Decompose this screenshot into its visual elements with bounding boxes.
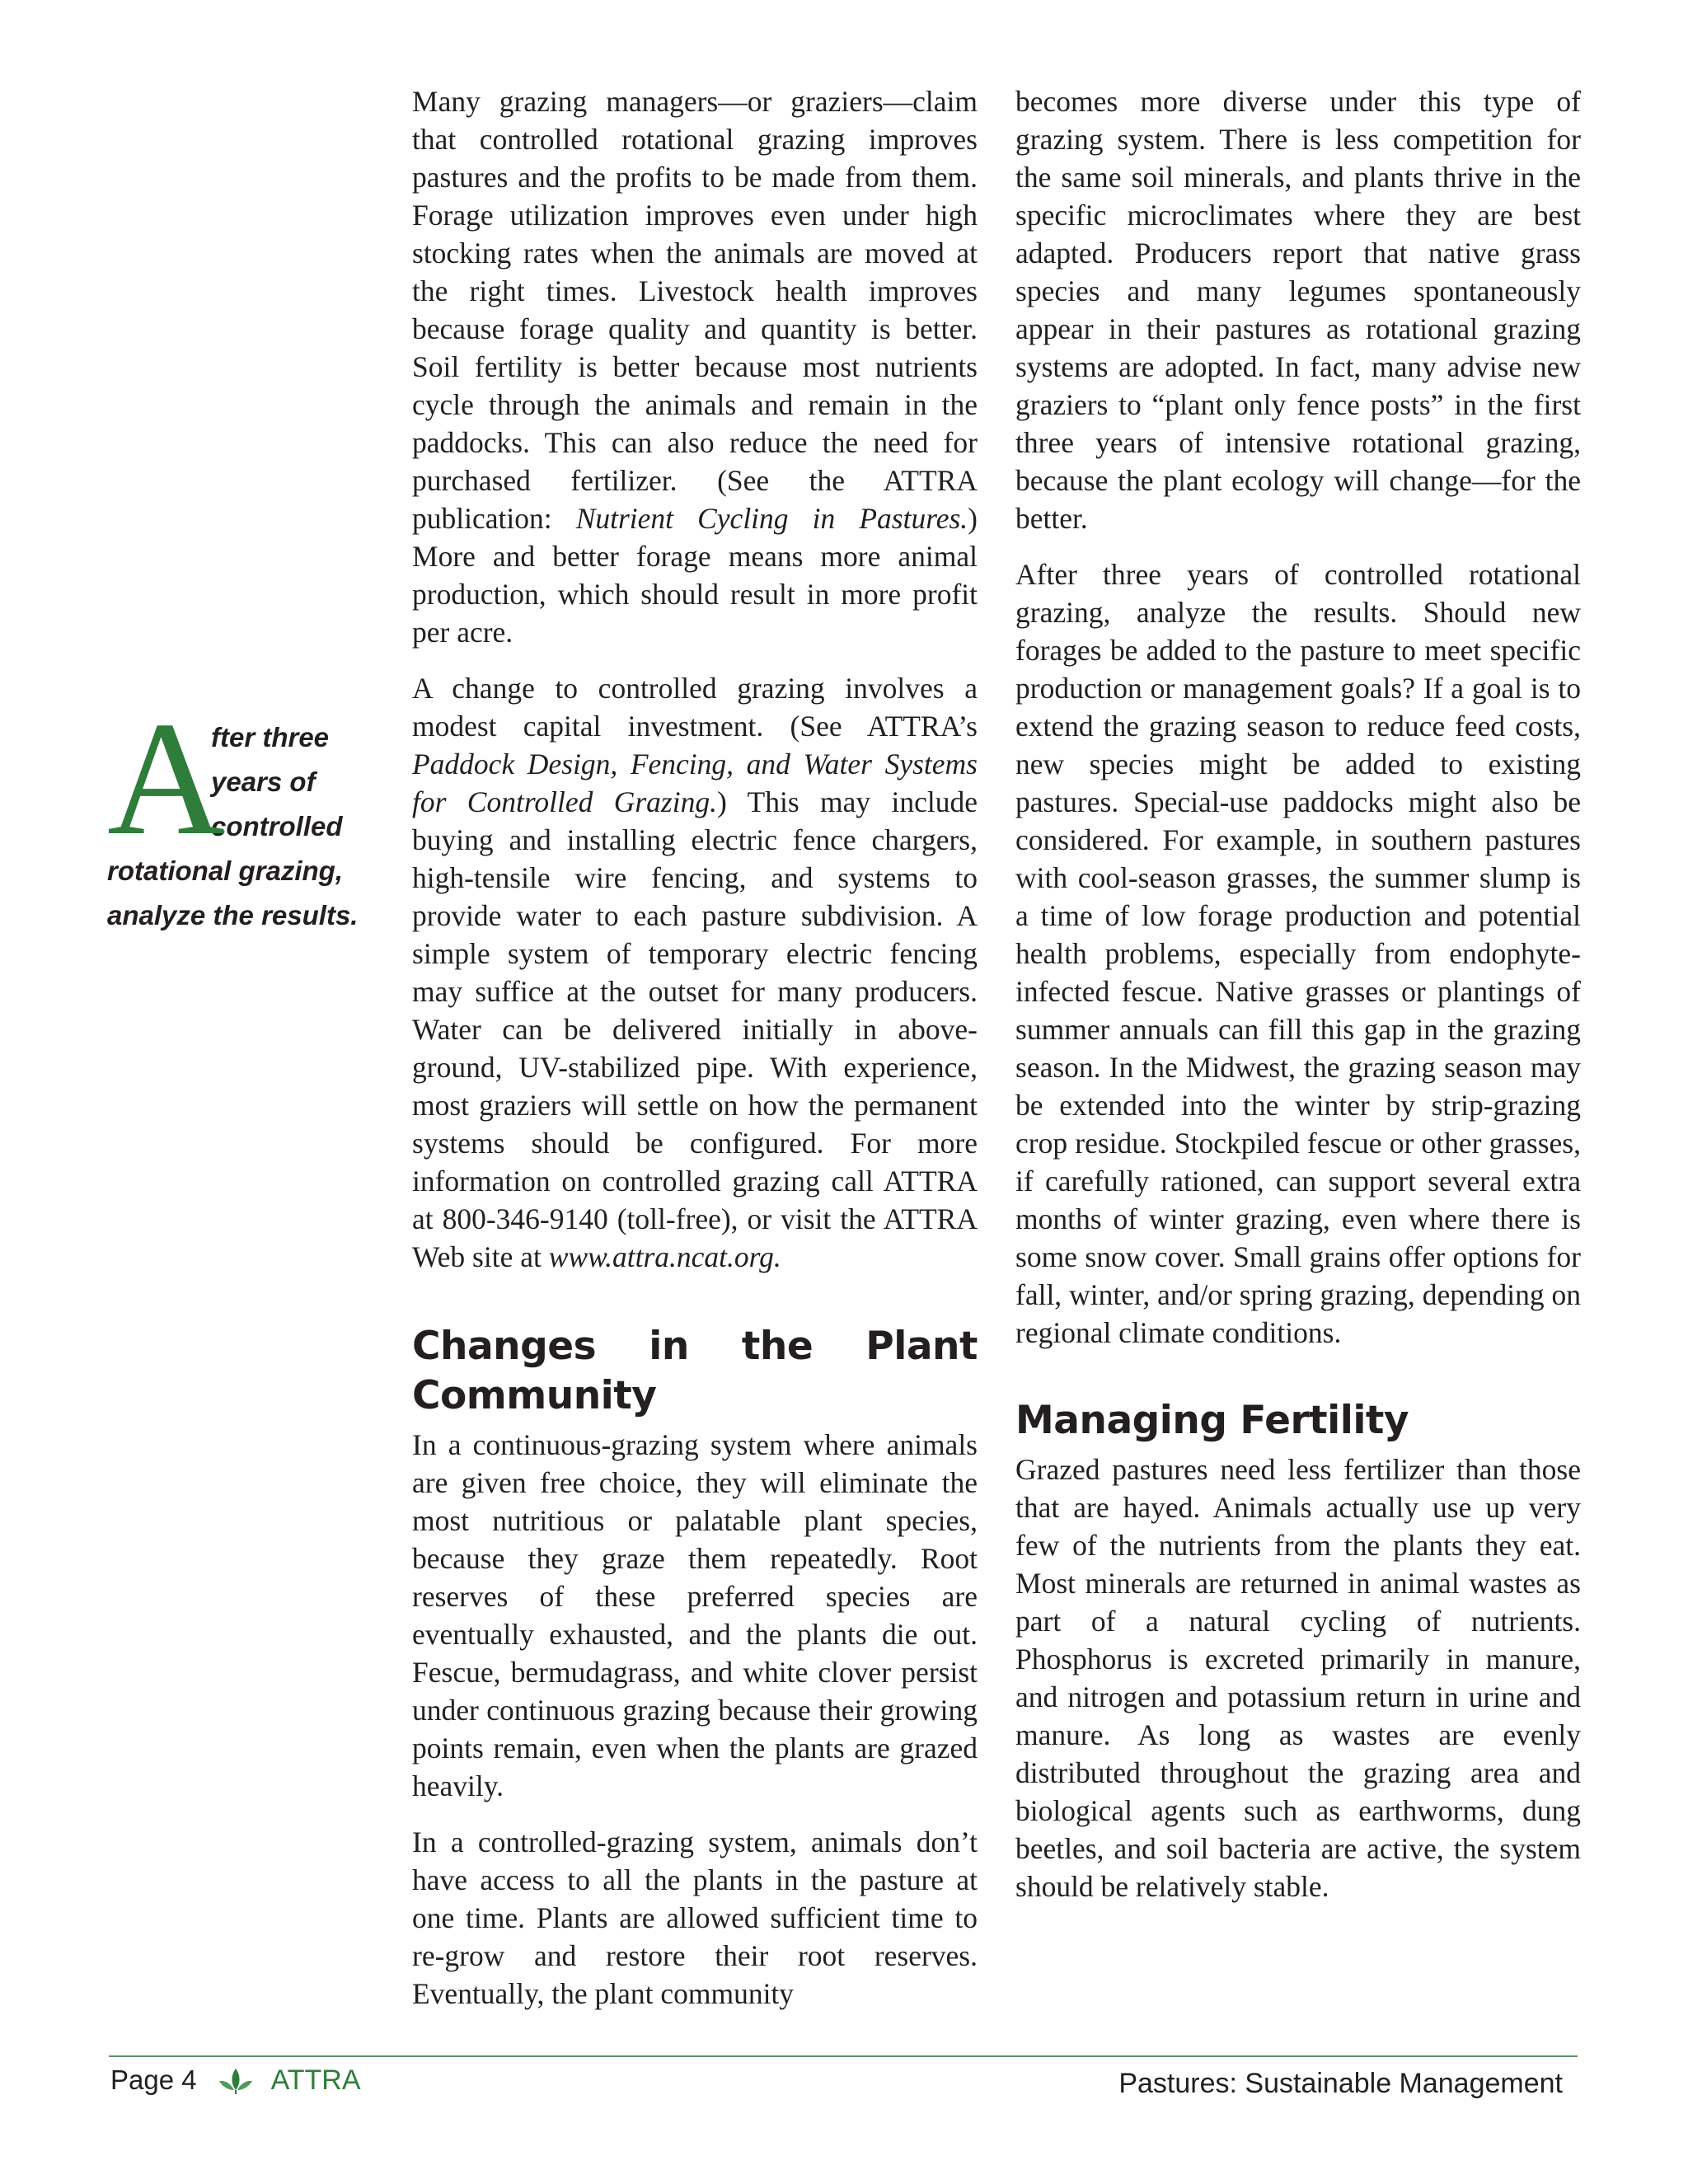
body-paragraph: In a controlled-grazing system, animals don’t have access to all the plants in the pasture at one time. Plants are allowed sufficient time to re-grow and restore their root reserves. Eventually, the plant community [412, 1825, 978, 2010]
middle-column [412, 82, 978, 2031]
leaf-icon [217, 2065, 255, 2095]
body-paragraph: Grazed pastures need less fertilizer than those that are hayed. Animals actually use up very few of the nutrients from the plants they eat. Most minerals are returned in animal wastes as part of a natural cycling of nutrients. Phosphorus is excreted primarily in manure, and nitrogen and potassium return in urine and manure. As long as wastes are evenly distributed throughout the grazing area and biological agents such as earthworms, dung beetles, and soil bacteria are active, the system should be relatively stable. [1015, 1453, 1581, 1903]
page-number: Page 4 [110, 2064, 197, 2095]
publication-title: Paddock Design, Fencing, and Water Systems for Controlled Grazing. [412, 748, 978, 818]
body-paragraph: After three years of controlled rotational grazing, analyze the results. Should new forages be added to the pasture to meet specific production or management goals? If a goal is to extend the grazing season to reduce feed costs, new species might be added to existing pastures. Special-use paddocks might also be considered. For example, in southern pastures with cool-season grasses, the summer slump is a time of low forage production and potential health problems, especially from endophyte-infected fescue. Native grasses or plantings of summer annuals can fill this gap in the grazing season. In the Midwest, the grazing season may be extended into the winter by strip-grazing crop residue. Stockpiled fescue or other grasses, if carefully rationed, can support several extra months of winter grazing, even where there is some snow cover. Small grains offer options for fall, winter, and/or spring grazing, depending on regional climate conditions. [1015, 558, 1581, 1349]
publication-title-footer: Pastures: Sustainable Management [1118, 2068, 1563, 2099]
body-paragraph: A change to controlled grazing involves a modest capital investment. (See ATTRA’s Paddock Design, Fencing, and Water Systems for Controlled Grazing.) This may include buying and installing electric fence chargers, high-tensile wire fencing, and systems to provide water to each pasture subdivision. A simple system of temporary electric fencing may suffice at the outset for many producers. Water can be delivered initially in above-ground, UV-stabilized pipe. With experience, most graziers will settle on how the permanent systems should be configured. For more information on controlled grazing call ATTRA at 800-346-9140 (toll-free), or visit the ATTRA Web site at www.attra.ncat.org. [412, 672, 978, 1273]
website-link[interactable]: www.attra.ncat.org. [548, 1240, 781, 1273]
pull-quote-line: analyze the results. [107, 900, 359, 930]
brand-name: ATTRA [270, 2064, 361, 2096]
body-paragraph: Many grazing managers—or graziers—claim that controlled rotational grazing improves pastures and the profits to be made from them. Forage utilization improves even under high stocking rates when the animals are moved at the right times. Livestock health improves because forage quality and quantity is better. Soil fertility is better because most nutrients cycle through the animals and remain in the paddocks. This can also reduce the need for purchased fertilizer. (See the ATTRA publication: Nutrient Cycling in Pastures.) More and better forage means more animal production, which should result in more profit per acre. [412, 85, 978, 649]
pull-quote-line: controlled [211, 811, 343, 841]
pull-quote-line: rotational grazing, [107, 855, 344, 886]
body-paragraph: becomes more diverse under this type of grazing system. There is less competition for the same soil minerals, and plants thrive in the specific microclimates where they are best adapted. Producers report that native grass species and many legumes spontaneously appear in their pastures as rotational grazing systems are adopted. In fact, many advise new graziers to “plant only fence posts” in the first three years of intensive rotational grazing, because the plant ecology will change—for the better. [1015, 85, 1581, 535]
section-heading: Managing Fertility [1015, 1398, 1409, 1443]
pull-quote [107, 688, 359, 938]
footer-divider [109, 2055, 1578, 2057]
right-column [1015, 82, 1581, 1924]
publication-title: Nutrient Cycling in Pastures. [575, 502, 968, 535]
body-paragraph: In a continuous-grazing system where animals are given free choice, they will eliminate the most nutritious or palatable plant species, because they graze them repeatedly. Root reserves of these preferred species are eventually exhausted, and the plants die out. Fescue, bermudagrass, and white clover persist under continuous grazing because their growing points remain, even when the plants are grazed heavily. [412, 1428, 978, 1802]
pull-quote-line: fter three [211, 722, 330, 752]
footer-left [110, 2064, 361, 2097]
section-heading: Changes in the Plant Community [412, 1324, 978, 1418]
pull-quote-line: years of [211, 766, 316, 797]
drop-cap: A [107, 688, 225, 869]
